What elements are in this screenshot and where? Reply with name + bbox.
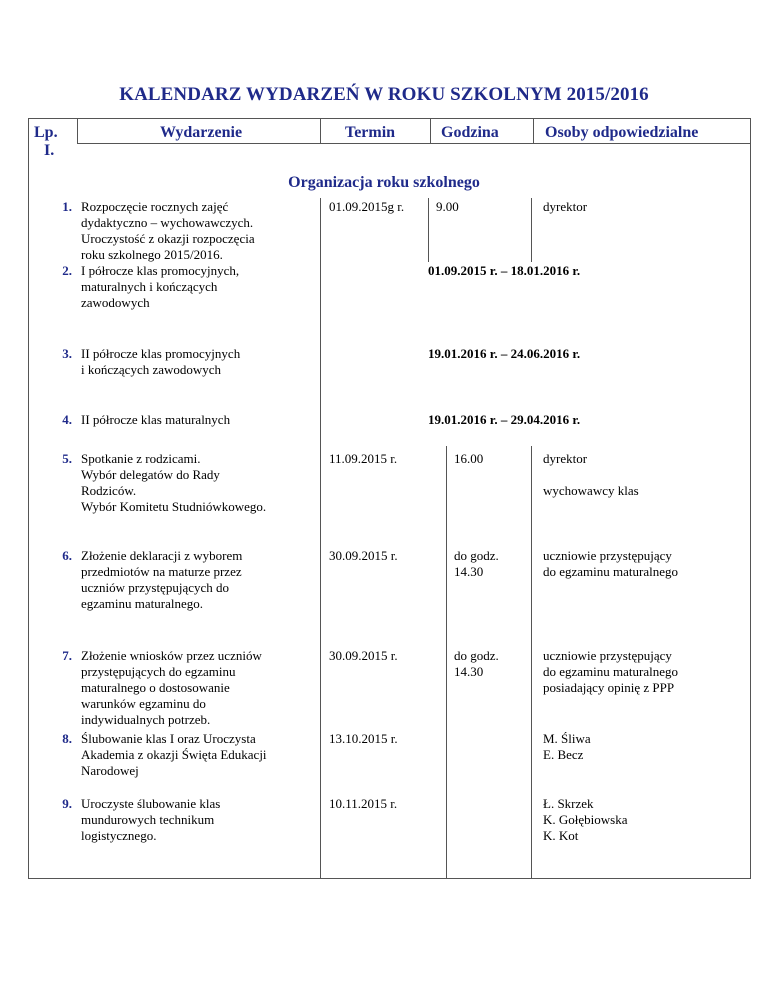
row-hour: 16.00 <box>454 451 484 466</box>
col-divider <box>531 198 532 262</box>
row-number: 3. <box>62 346 72 361</box>
row-event: II półrocze klas maturalnych <box>81 412 231 427</box>
header-event: Wydarzenie <box>160 124 243 141</box>
row-hour: 9.00 <box>436 199 459 214</box>
row-number: 2. <box>62 263 72 278</box>
row-hour: do godz. 14.30 <box>454 548 499 579</box>
row-period: 19.01.2016 r. – 29.04.2016 r. <box>428 412 581 427</box>
col-divider <box>446 446 447 878</box>
col-divider <box>533 118 534 143</box>
row-period: 01.09.2015 r. – 18.01.2016 r. <box>428 263 581 278</box>
row-term: 01.09.2015g r. <box>329 199 405 214</box>
row-event: II półrocze klas promocyjnych i kończących zawodowych <box>81 346 241 377</box>
row-hour: do godz. 14.30 <box>454 648 499 679</box>
row-people: uczniowie przystępujący do egzaminu maturalnego <box>543 548 679 579</box>
row-term: 30.09.2015 r. <box>329 548 398 563</box>
header-people: Osoby odpowiedzialne <box>545 124 699 141</box>
row-number: 1. <box>62 199 72 214</box>
row-term: 11.09.2015 r. <box>329 451 398 466</box>
col-divider <box>77 118 78 143</box>
row-number: 4. <box>62 412 72 427</box>
table-border-right <box>750 118 751 878</box>
header-hour: Godzina <box>441 124 499 141</box>
header-lp: Lp. <box>34 124 58 141</box>
row-people: dyrektor <box>543 199 588 214</box>
section-title: Organizacja roku szkolnego <box>288 174 480 191</box>
col-divider <box>320 118 321 143</box>
section-number: I. <box>44 142 55 159</box>
row-event: Spotkanie z rodzicami. Wybór delegatów do Rady Rodziców. Wybór Komitetu Studniówkowego. <box>81 451 267 514</box>
col-divider <box>531 446 532 878</box>
row-number: 8. <box>62 731 72 746</box>
row-event: Ślubowanie klas I oraz Uroczysta Akademia z okazji Święta Edukacji Narodowej <box>81 731 267 778</box>
row-event: I półrocze klas promocyjnych, maturalnych i kończących zawodowych <box>81 263 240 310</box>
row-number: 5. <box>62 451 72 466</box>
col-divider <box>428 198 429 262</box>
row-term: 13.10.2015 r. <box>329 731 398 746</box>
header-term: Termin <box>345 124 396 141</box>
row-event: Rozpoczęcie rocznych zajęć dydaktyczno – wychowawczych. Uroczystość z okazji rozpoczęcia roku szkolnego 2015/2016. <box>81 199 255 262</box>
row-number: 7. <box>62 648 72 663</box>
header-divider <box>77 143 750 144</box>
row-term: 30.09.2015 r. <box>329 648 398 663</box>
row-people: uczniowie przystępujący do egzaminu maturalnego posiadający opinię z PPP <box>543 648 679 695</box>
row-event: Złożenie wniosków przez uczniów przystępujących do egzaminu maturalnego o dostosowanie warunków egzaminu do indywidualnych potrzeb. <box>81 648 262 727</box>
row-event: Złożenie deklaracji z wyborem przedmiotów na maturze przez uczniów przystępujących do egzaminu maturalnego. <box>81 548 243 611</box>
row-period: 19.01.2016 r. – 24.06.2016 r. <box>428 346 581 361</box>
col-divider <box>320 198 321 878</box>
row-number: 9. <box>62 796 72 811</box>
row-event: Uroczyste ślubowanie klas mundurowych technikum logistycznego. <box>81 796 221 843</box>
table-border-bottom <box>28 878 751 879</box>
col-divider <box>430 118 431 143</box>
table-border-top <box>28 118 751 119</box>
row-people: dyrektor wychowawcy klas <box>543 451 639 498</box>
row-people: M. Śliwa E. Becz <box>543 731 591 762</box>
page-title: KALENDARZ WYDARZEŃ W ROKU SZKOLNYM 2015/2016 <box>119 84 649 105</box>
row-people: Ł. Skrzek K. Gołębiowska K. Kot <box>543 796 628 843</box>
table-border-left <box>28 118 29 878</box>
row-term: 10.11.2015 r. <box>329 796 398 811</box>
row-number: 6. <box>62 548 72 563</box>
